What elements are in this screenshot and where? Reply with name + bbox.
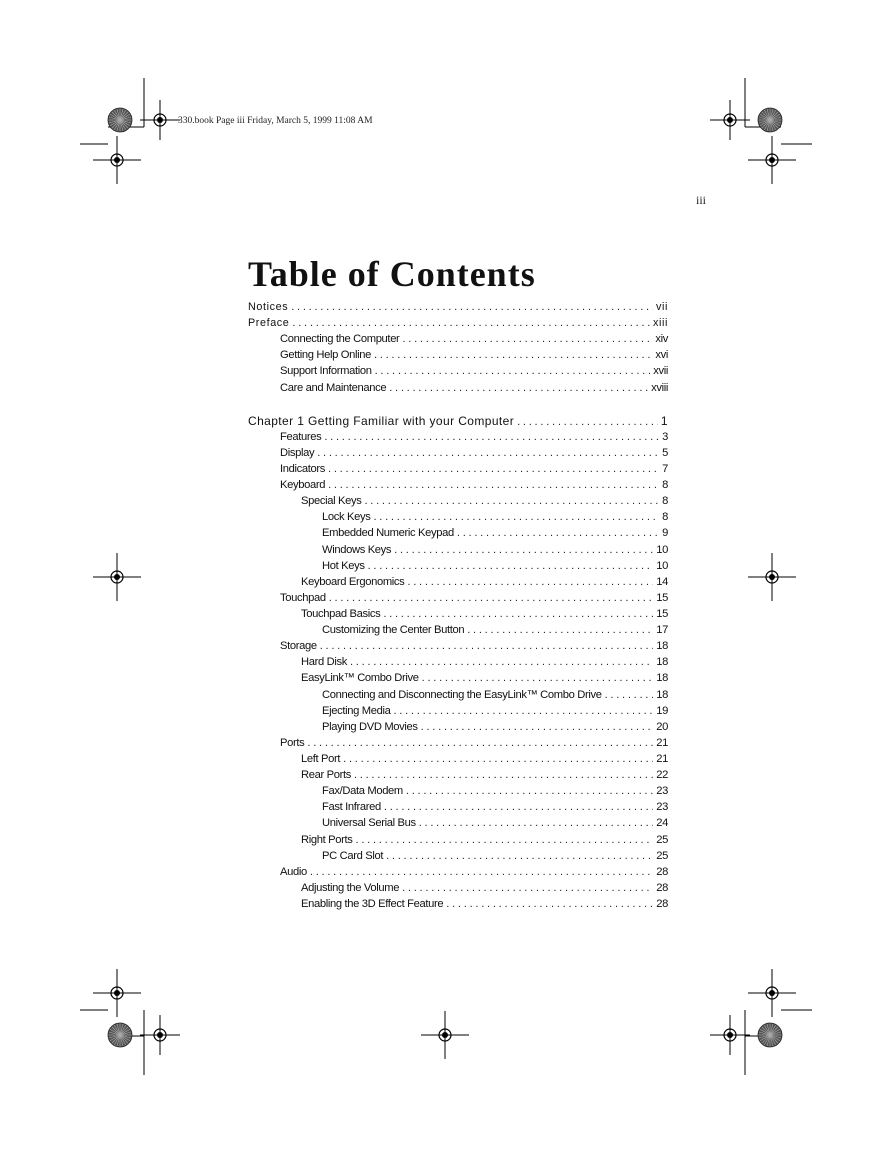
toc-entry-label: Ejecting Media [322, 704, 391, 717]
toc-entry [248, 477, 668, 493]
registration-mark [748, 553, 796, 601]
dot-leader [517, 414, 658, 430]
toc-entry [248, 315, 668, 331]
toc-entry-label: Getting Help Online [280, 349, 371, 362]
toc-entry-page: 21 [656, 736, 668, 749]
dot-leader [368, 558, 654, 574]
dot-leader [356, 832, 654, 848]
dot-leader [384, 799, 653, 815]
dot-leader [329, 590, 654, 606]
dot-leader [457, 525, 659, 541]
page-title: Table of Contents [248, 254, 536, 294]
dot-leader [320, 638, 654, 654]
toc-entry-page: 25 [656, 833, 668, 846]
toc-entry-page: 7 [662, 462, 668, 475]
color-target [108, 108, 132, 132]
toc-entry [248, 299, 668, 315]
table-of-contents [248, 299, 668, 912]
dot-leader [343, 751, 653, 767]
dot-leader [386, 848, 653, 864]
toc-entry-label: Storage [280, 640, 317, 653]
toc-entry-page: 15 [656, 591, 668, 604]
toc-entry [248, 429, 668, 445]
dot-leader [419, 815, 654, 831]
toc-entry-page: 25 [656, 849, 668, 862]
dot-leader [389, 380, 648, 396]
toc-entry-label: Support Information [280, 365, 372, 378]
toc-entry [248, 751, 668, 767]
toc-entry-page: 28 [656, 881, 668, 894]
toc-entry [248, 331, 668, 347]
toc-entry-page: 3 [662, 430, 668, 443]
toc-entry-page: 8 [662, 495, 668, 508]
print-slug: 330.book Page iii Friday, March 5, 1999 11:08 AM [178, 116, 373, 126]
toc-entry [248, 445, 668, 461]
toc-entry-label: Special Keys [301, 495, 362, 508]
toc-entry [248, 606, 668, 622]
dot-leader [310, 864, 653, 880]
toc-entry-label: Rear Ports [301, 769, 351, 782]
dot-leader [374, 347, 652, 363]
toc-entry [248, 525, 668, 541]
toc-entry-label: Adjusting the Volume [301, 881, 400, 894]
toc-entry [248, 558, 668, 574]
toc-entry-label: Ports [280, 736, 305, 749]
registration-mark [710, 1015, 750, 1055]
toc-entry-page: xviii [651, 381, 668, 394]
toc-entry [248, 880, 668, 896]
dot-leader [354, 767, 653, 783]
dot-leader [383, 606, 653, 622]
toc-entry-label: PC Card Slot [322, 849, 384, 862]
toc-entry-label: Indicators [280, 462, 326, 475]
toc-entry-label: Hot Keys [322, 559, 365, 572]
toc-entry-page: 8 [662, 511, 668, 524]
toc-entry [248, 363, 668, 379]
toc-entry-label: Preface [248, 317, 290, 330]
toc-entry-page: 23 [656, 801, 668, 814]
registration-mark [710, 100, 750, 140]
toc-entry-label: Playing DVD Movies [322, 720, 418, 733]
toc-entry-page: 22 [656, 769, 668, 782]
toc-entry-page: 18 [656, 640, 668, 653]
toc-entry [248, 638, 668, 654]
toc-entry-page: 18 [656, 688, 668, 701]
toc-entry [248, 896, 668, 912]
dot-leader [406, 783, 653, 799]
toc-entry-label: Audio [280, 865, 307, 878]
toc-entry [248, 687, 668, 703]
toc-entry [248, 509, 668, 525]
dot-leader [375, 363, 651, 379]
dot-leader [422, 670, 654, 686]
toc-entry [248, 735, 668, 751]
dot-leader [394, 542, 653, 558]
toc-entry [248, 848, 668, 864]
toc-entry [248, 783, 668, 799]
dot-leader [292, 315, 650, 331]
toc-entry-label: EasyLink™ Combo Drive [301, 672, 419, 685]
toc-entry-label: Lock Keys [322, 511, 371, 524]
dot-leader [421, 719, 654, 735]
dot-leader [402, 331, 652, 347]
dot-leader [307, 735, 653, 751]
toc-entry [248, 574, 668, 590]
toc-entry-label: Display [280, 446, 315, 459]
toc-entry-label: Notices [248, 301, 289, 313]
toc-entry-label: Left Port [301, 752, 341, 765]
toc-entry-page: 21 [656, 752, 668, 765]
toc-entry-label: Hard Disk [301, 656, 347, 669]
toc-entry-label: Embedded Numeric Keypad [322, 527, 454, 540]
toc-entry [248, 799, 668, 815]
toc-entry-label: Touchpad [280, 591, 326, 604]
toc-entry-label: Touchpad Basics [301, 607, 381, 620]
toc-entry [248, 703, 668, 719]
toc-entry-page: 8 [662, 479, 668, 492]
toc-entry [248, 347, 668, 363]
toc-entry-page: 1 [660, 413, 668, 428]
dot-leader [402, 880, 653, 896]
dot-leader [291, 299, 653, 315]
toc-entry-page: 5 [662, 446, 668, 459]
toc-entry-page: 17 [656, 624, 668, 637]
toc-entry-label: Connecting the Computer [280, 333, 400, 346]
toc-entry-label: Enabling the 3D Effect Feature [301, 897, 444, 910]
dot-leader [407, 574, 653, 590]
section-gap [248, 396, 668, 413]
dot-leader [446, 896, 653, 912]
color-target [758, 108, 782, 132]
toc-entry-label: Keyboard Ergonomics [301, 575, 405, 588]
toc-entry-label: Features [280, 430, 322, 443]
toc-entry-page: xvii [653, 365, 668, 378]
toc-entry [248, 622, 668, 638]
toc-entry [248, 542, 668, 558]
toc-entry [248, 670, 668, 686]
toc-entry [248, 380, 668, 396]
toc-entry-page: 14 [656, 575, 668, 588]
page-number: iii [696, 193, 707, 207]
toc-entry-page: 15 [656, 607, 668, 620]
color-target [108, 1023, 132, 1047]
toc-entry-page: xiv [655, 333, 668, 346]
toc-entry-label: Connecting and Disconnecting the EasyLink™ Combo Drive [322, 688, 602, 701]
dot-leader [393, 703, 653, 719]
registration-mark [93, 553, 141, 601]
toc-entry-label: Windows Keys [322, 543, 392, 556]
dot-leader [350, 654, 653, 670]
toc-entry-page: 28 [656, 865, 668, 878]
dot-leader [364, 493, 659, 509]
dot-leader [317, 445, 659, 461]
dot-leader [605, 687, 654, 703]
color-target [758, 1023, 782, 1047]
toc-entry [248, 413, 668, 429]
toc-entry [248, 832, 668, 848]
toc-entry-page: 18 [656, 656, 668, 669]
toc-entry-page: 10 [656, 559, 668, 572]
toc-entry-page: xvi [655, 349, 668, 362]
registration-mark [421, 1011, 469, 1059]
toc-entry-page: 28 [656, 897, 668, 910]
toc-entry-page: xiii [653, 317, 668, 330]
toc-entry [248, 461, 668, 477]
toc-entry-label: Customizing the Center Button [322, 624, 465, 637]
toc-entry [248, 767, 668, 783]
toc-entry-label: Care and Maintenance [280, 381, 387, 394]
toc-entry-page: 9 [662, 527, 668, 540]
toc-entry-label: Keyboard [280, 479, 326, 492]
toc-entry-page: 24 [656, 817, 668, 830]
toc-entry-page: 20 [656, 720, 668, 733]
toc-entry-page: 23 [656, 785, 668, 798]
toc-entry-page: 18 [656, 672, 668, 685]
dot-leader [467, 622, 653, 638]
toc-entry-page: 19 [656, 704, 668, 717]
toc-entry [248, 590, 668, 606]
toc-entry-page: vii [656, 301, 668, 313]
dot-leader [324, 429, 659, 445]
registration-mark [748, 136, 796, 184]
toc-entry-page: 10 [656, 543, 668, 556]
toc-entry [248, 815, 668, 831]
registration-mark [140, 1015, 180, 1055]
registration-mark [93, 136, 141, 184]
toc-entry [248, 719, 668, 735]
dot-leader [373, 509, 659, 525]
toc-entry [248, 654, 668, 670]
dot-leader [328, 477, 659, 493]
toc-entry-label: Chapter 1 Getting Familiar with your Computer [248, 413, 515, 428]
toc-entry [248, 493, 668, 509]
registration-mark [140, 100, 180, 140]
toc-entry-label: Fast Infrared [322, 801, 381, 814]
toc-entry [248, 864, 668, 880]
toc-entry-label: Right Ports [301, 833, 353, 846]
dot-leader [328, 461, 659, 477]
toc-entry-label: Universal Serial Bus [322, 817, 416, 830]
toc-entry-label: Fax/Data Modem [322, 785, 403, 798]
